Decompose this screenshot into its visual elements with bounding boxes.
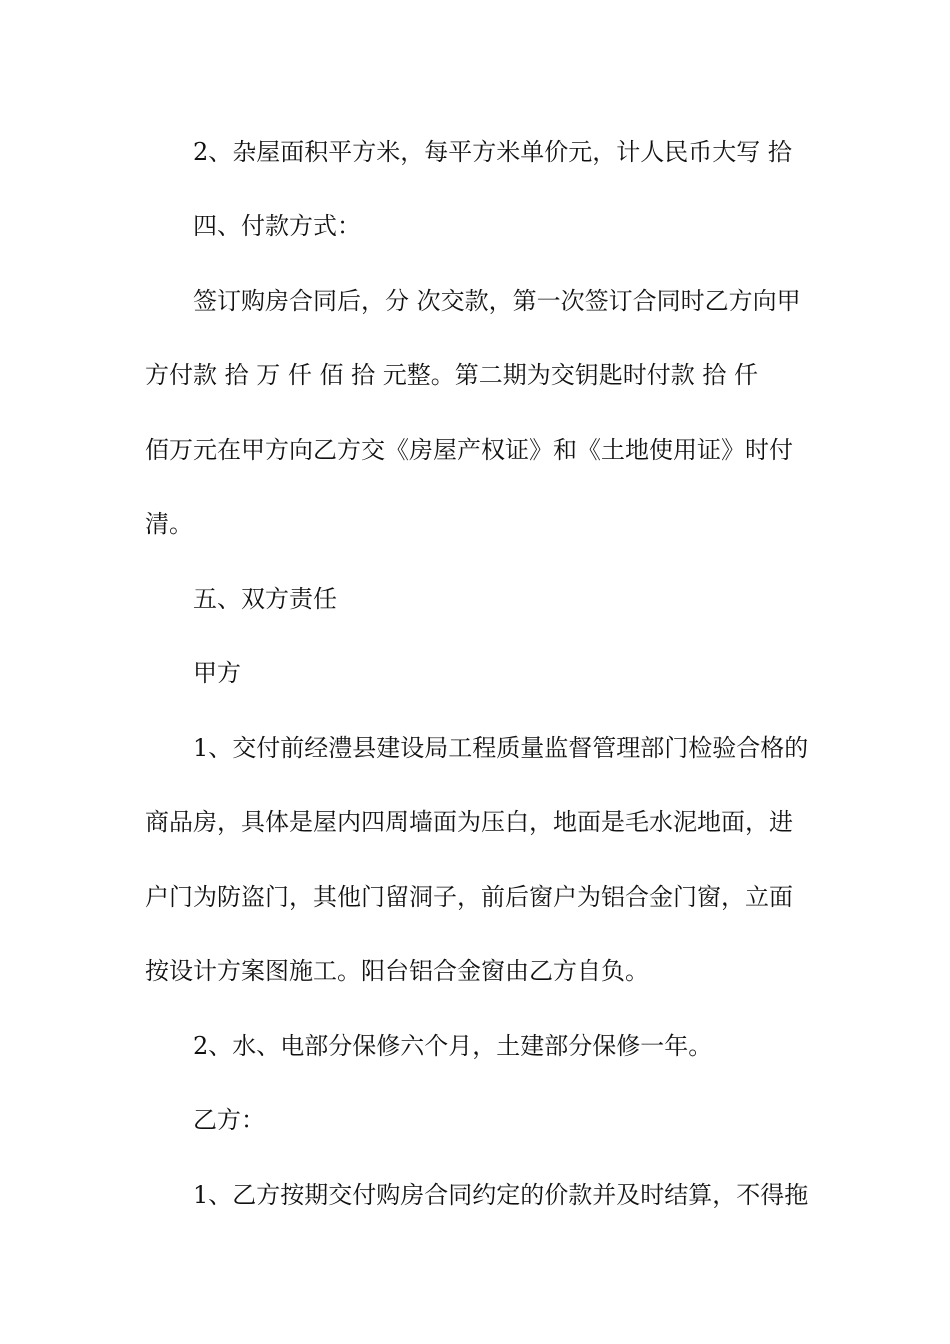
paragraph-line: 商品房，具体是屋内四周墙面为压白，地面是毛水泥地面，进: [145, 808, 793, 836]
party-heading: 乙方：: [193, 1106, 265, 1134]
paragraph-line: 按设计方案图施工。阳台铝合金窗由乙方自负。: [145, 957, 649, 985]
paragraph-line: 1、交付前经澧县建设局工程质量监督管理部门检验合格的: [193, 734, 809, 762]
section-heading: 四、付款方式：: [193, 212, 361, 240]
paragraph-line: 2、水、电部分保修六个月，土建部分保修一年。: [193, 1032, 713, 1060]
section-heading: 五、双方责任: [193, 585, 337, 613]
paragraph-line: 清。: [145, 510, 193, 538]
party-heading: 甲方: [193, 659, 241, 687]
paragraph-line: 方付款 拾 万 仟 佰 拾 元整。第二期为交钥匙时付款 拾 仟: [145, 361, 759, 389]
paragraph-line: 1、乙方按期交付购房合同约定的价款并及时结算，不得拖: [193, 1181, 809, 1209]
paragraph-line: 签订购房合同后，分 次交款，第一次签订合同时乙方向甲: [193, 287, 801, 315]
paragraph-line: 佰万元在甲方向乙方交《房屋产权证》和《土地使用证》时付: [145, 436, 793, 464]
paragraph-line: 户门为防盗门，其他门留洞子，前后窗户为铝合金门窗，立面: [145, 883, 793, 911]
paragraph-line: 2、杂屋面积平方米，每平方米单价元，计人民币大写 拾: [193, 138, 792, 166]
